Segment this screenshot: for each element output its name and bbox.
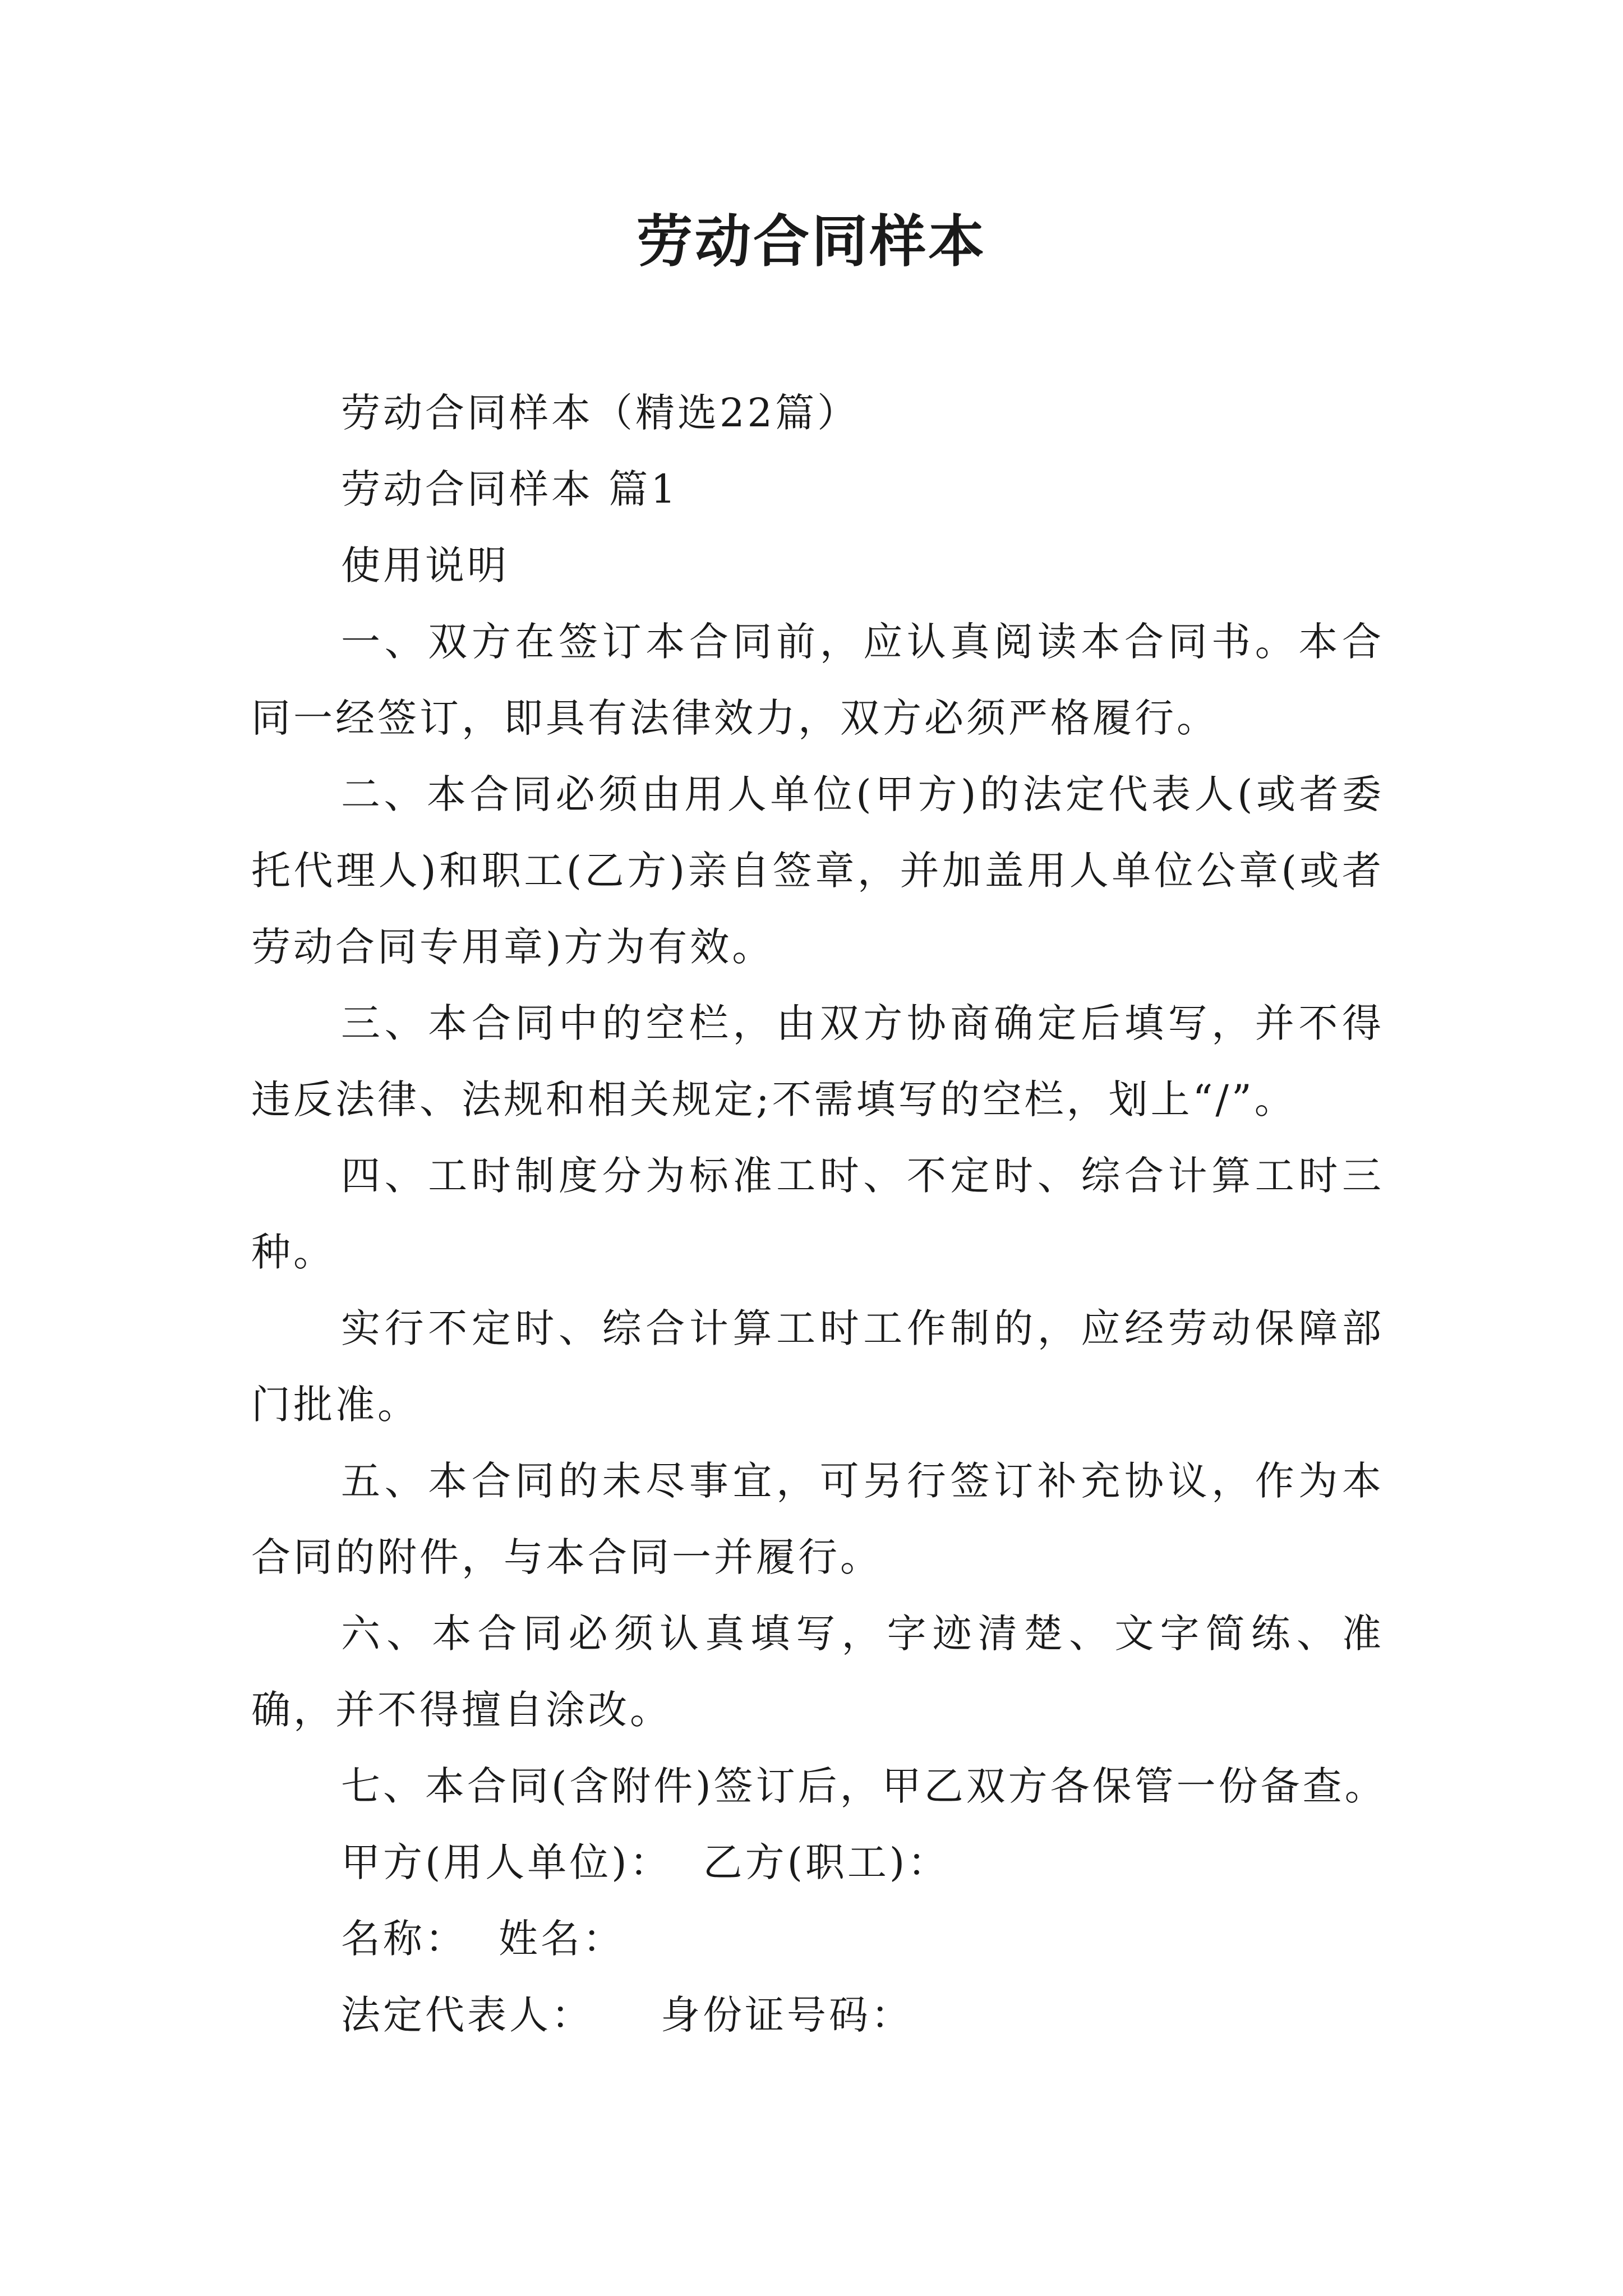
person-name-label: 姓名： — [499, 1916, 625, 1962]
document-body — [251, 375, 1387, 2053]
usage-heading: 使用说明 — [341, 542, 509, 588]
legal-rep-label: 法定代表人： — [341, 1992, 593, 2038]
party-fields-row — [251, 1824, 1384, 1901]
id-number-label: 身份证号码： — [661, 1992, 913, 2038]
party-a-label: 甲方(用人单位)： — [341, 1839, 672, 1885]
paragraph-2: 二、本合同必须由用人单位(甲方)的法定代表人(或者委托代理人)和职工(乙方)亲自签章，并加盖用人单位公章(或者劳动合同专用章)方为有效。 — [251, 771, 1384, 970]
party-b-label: 乙方(职工)： — [703, 1839, 950, 1885]
name-fields-row — [251, 1901, 1384, 1977]
paragraph-7: 七、本合同(含附件)签订后，甲乙双方各保管一份备查。 — [341, 1763, 1387, 1809]
paragraph-5: 五、本合同的未尽事宜，可另行签订补充协议，作为本合同的附件，与本合同一并履行。 — [251, 1458, 1384, 1580]
paragraph-4-note: 实行不定时、综合计算工时工作制的，应经劳动保障部门批准。 — [251, 1305, 1384, 1428]
document-title: 劳动合同样本 — [637, 208, 986, 274]
rep-fields-row — [251, 1977, 1384, 2053]
paragraph-3: 三、本合同中的空栏，由双方协商确定后填写，并不得违反法律、法规和相关规定;不需填写的空栏，划上“/”。 — [251, 1000, 1384, 1122]
name-label: 名称： — [341, 1916, 467, 1962]
section-heading: 劳动合同样本 篇1 — [341, 466, 679, 512]
paragraph-1: 一、双方在签订本合同前，应认真阅读本合同书。本合同一经签订，即具有法律效力，双方必须严格履行。 — [251, 619, 1384, 741]
paragraph-4: 四、工时制度分为标准工时、不定时、综合计算工时三种。 — [251, 1153, 1384, 1275]
paragraph-6: 六、本合同必须认真填写，字迹清楚、文字简练、准确，并不得擅自涂改。 — [251, 1611, 1384, 1733]
document-subtitle: 劳动合同样本（精选22篇） — [341, 390, 860, 436]
